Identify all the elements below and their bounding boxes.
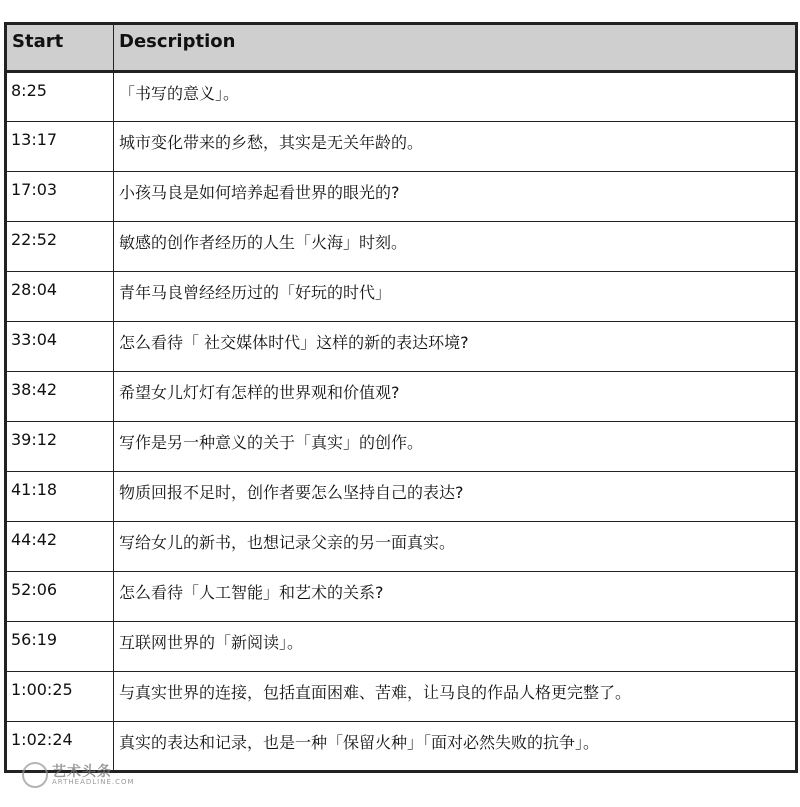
watermark-name: 艺术头条 (52, 763, 112, 780)
row-description: 互联网世界的「新阅读」。 (114, 622, 797, 672)
table-row (6, 422, 797, 472)
row-description: 敏感的创作者经历的人生「火海」时刻。 (114, 222, 797, 272)
row-start-time: 1:02:24 (6, 722, 114, 772)
watermark-sub: ARTHEADLINE.COM (52, 777, 135, 786)
row-start-time: 17:03 (6, 172, 114, 222)
row-start-time: 8:25 (6, 72, 114, 122)
watermark-logo-icon (22, 762, 48, 788)
table-row (6, 172, 797, 222)
table-row (6, 122, 797, 172)
timestamp-table-container (4, 22, 795, 775)
table-row (6, 672, 797, 722)
row-description: 「书写的意义」。 (114, 72, 797, 122)
row-description: 怎么看待「 社交媒体时代」这样的新的表达环境? (114, 322, 797, 372)
table-row (6, 222, 797, 272)
row-description: 写作是另一种意义的关于「真实」的创作。 (114, 422, 797, 472)
row-start-time: 1:00:25 (6, 672, 114, 722)
row-description: 与真实世界的连接，包括直面困难、苦难，让马良的作品人格更完整了。 (114, 672, 797, 722)
header-description: Description (114, 24, 797, 72)
row-start-time: 56:19 (6, 622, 114, 672)
row-description: 青年马良曾经经历过的「好玩的时代」 (114, 272, 797, 322)
row-description: 物质回报不足时，创作者要怎么坚持自己的表达? (114, 472, 797, 522)
table-row (6, 322, 797, 372)
row-description: 怎么看待「人工智能」和艺术的关系? (114, 572, 797, 622)
table-row (6, 272, 797, 322)
row-start-time: 52:06 (6, 572, 114, 622)
row-description: 小孩马良是如何培养起看世界的眼光的? (114, 172, 797, 222)
row-description: 希望女儿灯灯有怎样的世界观和价值观? (114, 372, 797, 422)
row-start-time: 33:04 (6, 322, 114, 372)
row-start-time: 38:42 (6, 372, 114, 422)
row-description: 城市变化带来的乡愁，其实是无关年龄的。 (114, 122, 797, 172)
row-description: 写给女儿的新书，也想记录父亲的另一面真实。 (114, 522, 797, 572)
row-start-time: 39:12 (6, 422, 114, 472)
row-start-time: 44:42 (6, 522, 114, 572)
table-row (6, 472, 797, 522)
row-start-time: 13:17 (6, 122, 114, 172)
row-description: 真实的表达和记录，也是一种「保留火种」「面对必然失败的抗争」。 (114, 722, 797, 772)
header-row (6, 24, 797, 72)
row-start-time: 22:52 (6, 222, 114, 272)
table-row (6, 622, 797, 672)
row-start-time: 28:04 (6, 272, 114, 322)
timestamp-table (4, 22, 798, 773)
table-row (6, 372, 797, 422)
table-row (6, 572, 797, 622)
watermark (22, 762, 135, 788)
header-start: Start (6, 24, 114, 72)
table-row (6, 522, 797, 572)
row-start-time: 41:18 (6, 472, 114, 522)
table-row (6, 72, 797, 122)
